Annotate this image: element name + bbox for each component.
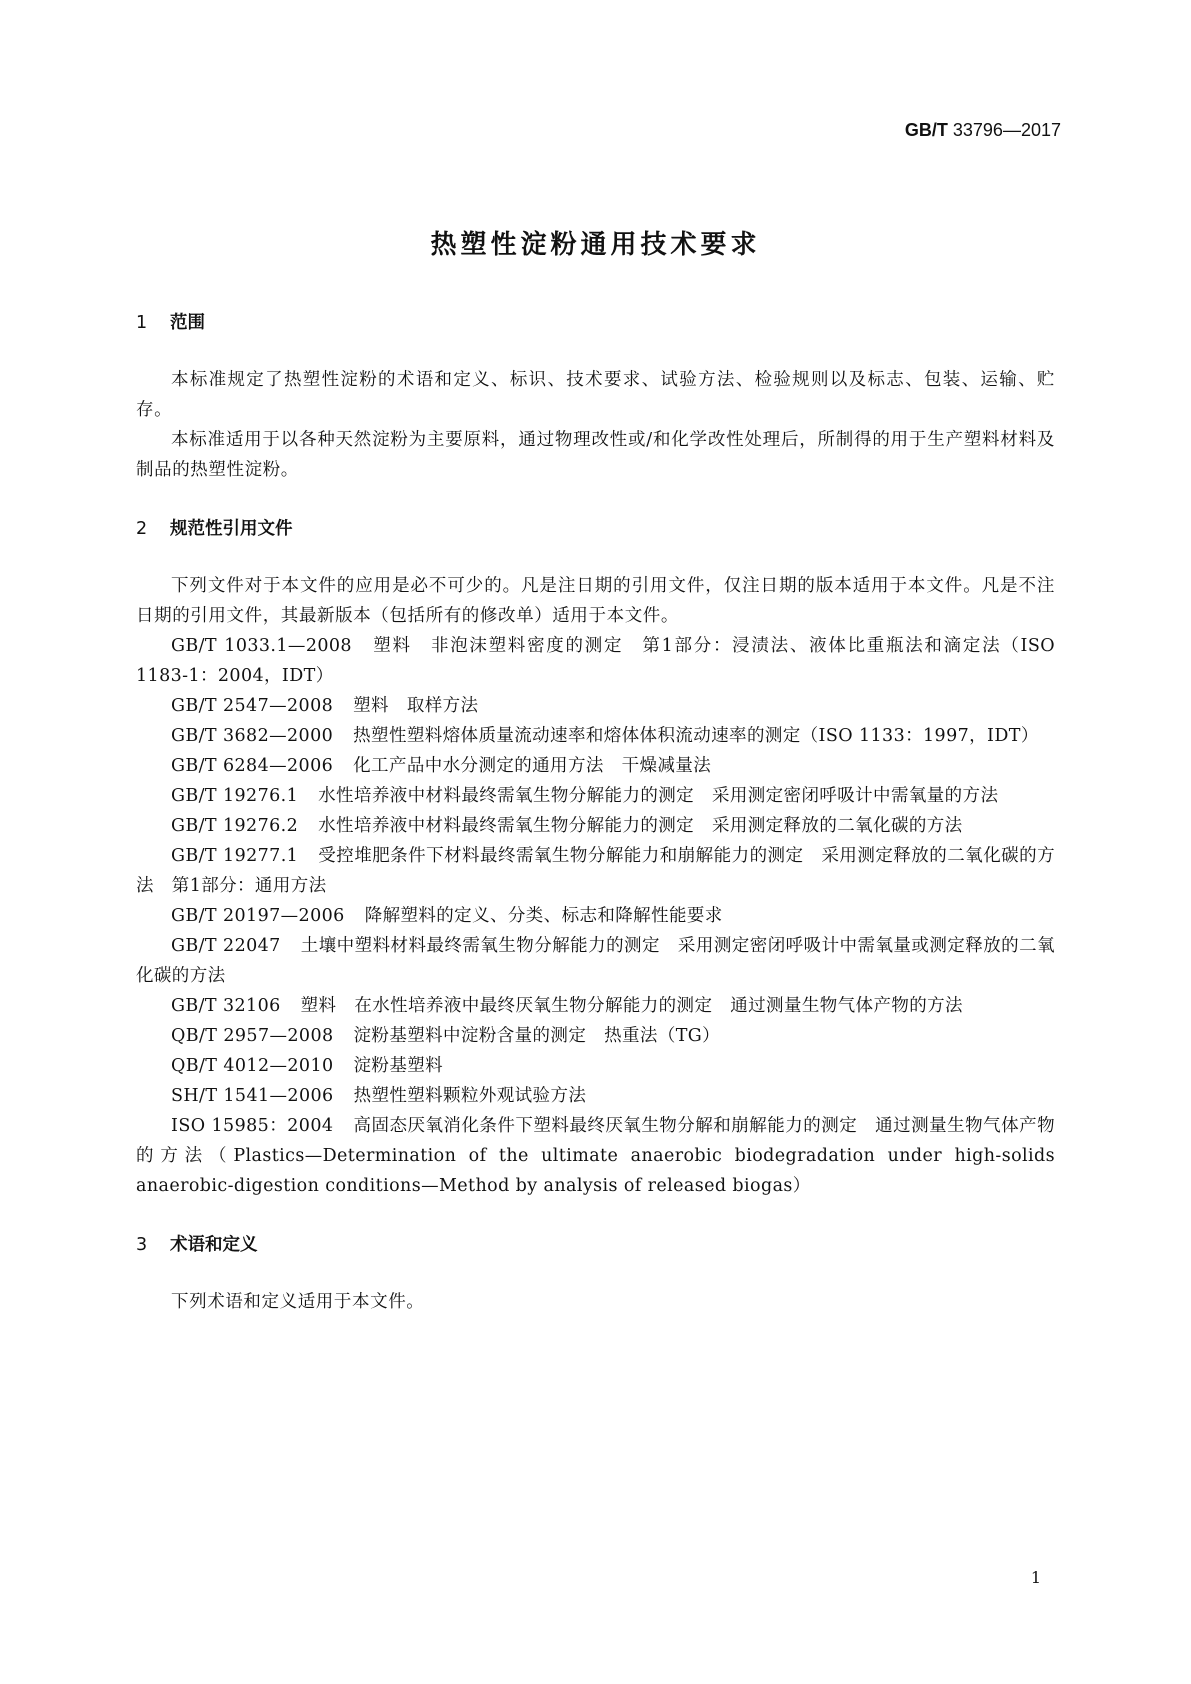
reference-title: 水性培养液中材料最终需氧生物分解能力的测定 采用测定密闭呼吸计中需氧量的方法 <box>318 786 999 806</box>
reference-title: 高固态厌氧消化条件下塑料最终厌氧生物分解和崩解能力的测定 通过测量生物气体产物的方法（Plastics—Determination of the ultimate anaerobic biodegradation under high-solids anaerobic-digestion conditions—Method by analysis of released biogas） <box>136 1116 1055 1196</box>
section-number: 2 <box>136 519 148 539</box>
reference-item <box>136 1081 1055 1111</box>
reference-code: GB/T 20197—2006 <box>171 906 345 926</box>
reference-title: 热塑性塑料熔体质量流动速率和熔体体积流动速率的测定（ISO 1133：1997，IDT） <box>353 726 1039 746</box>
reference-title: 土壤中塑料材料最终需氧生物分解能力的测定 采用测定密闭呼吸计中需氧量或测定释放的二氧化碳的方法 <box>136 936 1055 986</box>
reference-code: GB/T 3682—2000 <box>171 726 334 746</box>
reference-item <box>136 931 1055 991</box>
reference-item <box>136 901 1055 931</box>
reference-code: GB/T 32106 <box>171 996 281 1016</box>
reference-code: ISO 15985：2004 <box>171 1116 334 1136</box>
section-heading <box>136 1232 1055 1258</box>
section-number: 1 <box>136 313 148 333</box>
reference-code: GB/T 6284—2006 <box>171 756 334 776</box>
reference-title: 塑料 非泡沫塑料密度的测定 第1部分：浸渍法、液体比重瓶法和滴定法（ISO 1183-1：2004，IDT） <box>136 636 1055 686</box>
reference-code: QB/T 2957—2008 <box>171 1026 334 1046</box>
section-title: 范围 <box>170 313 205 333</box>
reference-title: 降解塑料的定义、分类、标志和降解性能要求 <box>364 906 723 926</box>
reference-code: QB/T 4012—2010 <box>171 1056 334 1076</box>
reference-code: GB/T 19276.1 <box>171 786 299 806</box>
reference-code: GB/T 1033.1—2008 <box>171 636 352 656</box>
standard-prefix: GB/T <box>904 120 948 140</box>
reference-item <box>136 631 1055 691</box>
section-terms-and-definitions <box>136 1232 1055 1317</box>
reference-item <box>136 1021 1055 1051</box>
reference-title: 塑料 取样方法 <box>353 696 479 716</box>
page-number: 1 <box>1030 1568 1041 1587</box>
paragraph: 下列术语和定义适用于本文件。 <box>171 1292 425 1312</box>
standard-number: 33796—2017 <box>952 120 1061 140</box>
reference-title: 热塑性塑料颗粒外观试验方法 <box>353 1086 587 1106</box>
paragraph: 本标准适用于以各种天然淀粉为主要原料，通过物理改性或/和化学改性处理后，所制得的用于生产塑料材料及制品的热塑性淀粉。 <box>136 430 1055 480</box>
standard-code <box>905 120 1061 141</box>
paragraph: 本标准规定了热塑性淀粉的术语和定义、标识、技术要求、试验方法、检验规则以及标志、包装、运输、贮存。 <box>136 370 1055 420</box>
section-title: 术语和定义 <box>170 1235 258 1255</box>
reference-title: 淀粉基塑料 <box>353 1056 444 1076</box>
reference-item <box>136 991 1055 1021</box>
reference-item <box>136 841 1055 901</box>
reference-code: SH/T 1541—2006 <box>171 1086 334 1106</box>
reference-code: GB/T 19276.2 <box>171 816 299 836</box>
paragraph: 下列文件对于本文件的应用是必不可少的。凡是注日期的引用文件，仅注日期的版本适用于本文件。凡是不注日期的引用文件，其最新版本（包括所有的修改单）适用于本文件。 <box>136 576 1055 626</box>
reference-item <box>136 751 1055 781</box>
reference-item <box>136 781 1055 811</box>
section-heading <box>136 516 1055 542</box>
reference-item <box>136 1111 1055 1201</box>
reference-item <box>136 721 1055 751</box>
reference-title: 水性培养液中材料最终需氧生物分解能力的测定 采用测定释放的二氧化碳的方法 <box>318 816 963 836</box>
section-title: 规范性引用文件 <box>170 519 293 539</box>
reference-title: 淀粉基塑料中淀粉含量的测定 热重法（TG） <box>353 1026 721 1046</box>
reference-title: 受控堆肥条件下材料最终需氧生物分解能力和崩解能力的测定 采用测定释放的二氧化碳的方法 第1部分：通用方法 <box>136 846 1055 896</box>
section-heading <box>136 310 1055 336</box>
reference-code: GB/T 2547—2008 <box>171 696 334 716</box>
reference-code: GB/T 19277.1 <box>171 846 299 866</box>
reference-title: 化工产品中水分测定的通用方法 干燥减量法 <box>353 756 712 776</box>
section-number: 3 <box>136 1235 148 1255</box>
reference-item <box>136 691 1055 721</box>
document-body <box>136 310 1055 1317</box>
section-scope <box>136 310 1055 485</box>
document-title: 热塑性淀粉通用技术要求 <box>430 230 761 260</box>
reference-item <box>136 1051 1055 1081</box>
reference-title: 塑料 在水性培养液中最终厌氧生物分解能力的测定 通过测量生物气体产物的方法 <box>300 996 963 1016</box>
reference-code: GB/T 22047 <box>171 936 281 956</box>
section-normative-references <box>136 516 1055 1201</box>
reference-item <box>136 811 1055 841</box>
